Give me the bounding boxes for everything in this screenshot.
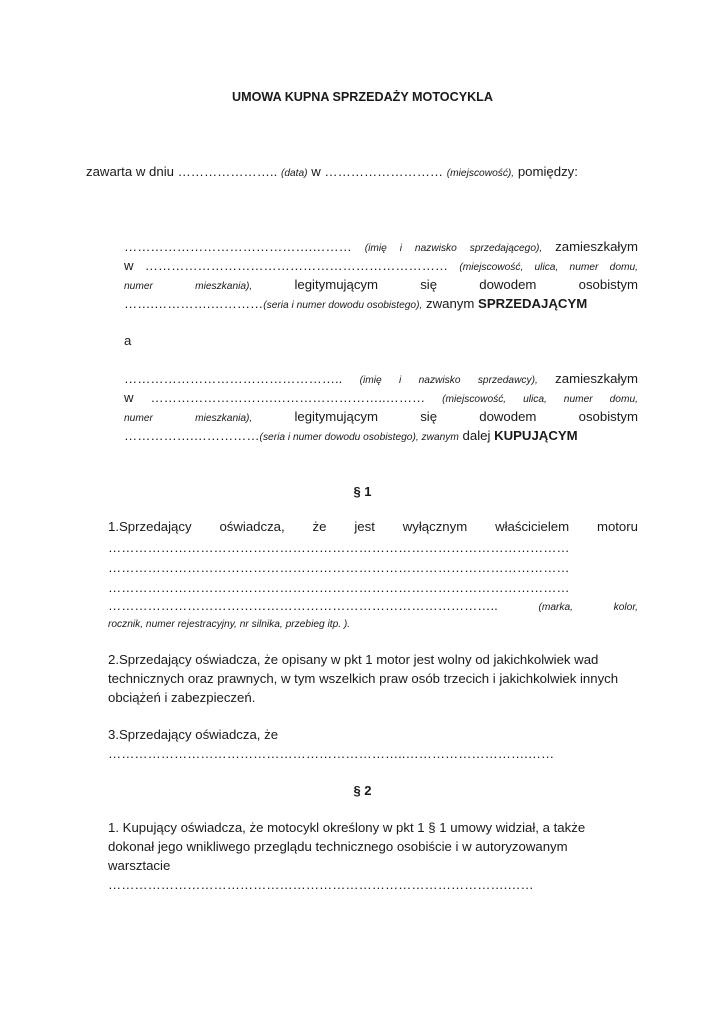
sec2-para1-dots: ……………………………………………………………………………….…… bbox=[108, 877, 534, 892]
buyer-word-3: dowodem bbox=[479, 409, 537, 424]
sec1-para2-line-3: obciążeń i zabezpieczeń. bbox=[108, 690, 256, 705]
sec1-para2-line-2: technicznych oraz prawnych, w tym wszelkich praw osób trzecich i jakichkolwiek innych bbox=[108, 671, 619, 686]
buyer-residing: zamieszkałym bbox=[555, 371, 638, 386]
sec1-dots-line-1: …………………………………………………………………………………………… bbox=[108, 540, 570, 555]
conjunction-a: a bbox=[124, 333, 132, 348]
buyer-name-dots: ………………………………………….. bbox=[124, 371, 343, 386]
seller-w: w bbox=[124, 258, 134, 273]
sec1-word-4: jest bbox=[354, 519, 375, 534]
intro-hint-place: (miejscowość), bbox=[446, 168, 515, 179]
sec1-para3-dots: …………………………………………………………..……………………….…… bbox=[108, 746, 555, 761]
seller-line-3 bbox=[124, 277, 638, 295]
buyer-word-1: legitymującym bbox=[294, 409, 378, 424]
sec1-word-2: oświadcza, bbox=[219, 519, 285, 534]
sec1-para1-line bbox=[108, 519, 638, 535]
seller-hint-addr-1: (miejscowość, bbox=[459, 262, 524, 273]
seller-hint-addr-2: ulica, bbox=[534, 262, 559, 273]
seller-word-4: osobistym bbox=[578, 277, 638, 292]
seller-name-dots: …………………………………….……… bbox=[124, 239, 352, 254]
sec1-word-1: 1.Sprzedający bbox=[108, 519, 192, 534]
sec1-hint-details: rocznik, numer rejestracyjny, nr silnika, przebieg itp. ). bbox=[108, 619, 351, 630]
buyer-word-4: osobistym bbox=[578, 409, 638, 424]
buyer-line-3 bbox=[124, 409, 638, 427]
buyer-hint-name-4: sprzedawcy), bbox=[477, 375, 538, 386]
section-1-heading: § 1 bbox=[353, 484, 372, 499]
buyer-line-1 bbox=[124, 371, 638, 389]
buyer-role: KUPUJĄCYM bbox=[494, 428, 578, 443]
seller-line-1 bbox=[124, 239, 638, 257]
sec2-para1-line-3: warsztacie bbox=[108, 858, 171, 873]
buyer-hint-id: (seria i numer dowodu osobistego), zwanym bbox=[259, 432, 459, 443]
sec1-hint-color: kolor, bbox=[613, 602, 638, 613]
seller-line-2 bbox=[124, 258, 638, 276]
intro-text-date-dots: zawarta w dniu ………………….. bbox=[86, 164, 278, 179]
buyer-id-dots: …………….…………… bbox=[124, 428, 260, 443]
buyer-hint-addr-3: numer bbox=[563, 394, 593, 405]
seller-hint-name-4: sprzedającego), bbox=[469, 243, 543, 254]
seller-line-4 bbox=[124, 296, 587, 314]
sec1-hint-make: (marka, bbox=[538, 602, 573, 613]
intro-text-place-dots: w ……………………… bbox=[311, 164, 444, 179]
buyer-hint-flat-1: numer bbox=[124, 413, 153, 424]
document-title: UMOWA KUPNA SPRZEDAŻY MOTOCYKLA bbox=[232, 90, 493, 104]
section-2-heading: § 2 bbox=[353, 783, 372, 798]
buyer-hint-name-1: (imię bbox=[359, 375, 382, 386]
sec2-para1-line-2: dokonał jego wnikliwego przeglądu technicznego osobiście i w autoryzowanym bbox=[108, 839, 568, 854]
sec1-word-6: właścicielem bbox=[495, 519, 570, 534]
buyer-line-2 bbox=[124, 390, 638, 408]
buyer-hint-addr-4: domu, bbox=[609, 394, 638, 405]
buyer-hint-addr-2: ulica, bbox=[523, 394, 547, 405]
seller-hint-name-2: i bbox=[399, 243, 403, 254]
buyer-hint-addr-1: (miejscowość, bbox=[442, 394, 507, 405]
sec1-word-7: motoru bbox=[596, 519, 638, 534]
seller-hint-name-3: nazwisko bbox=[414, 243, 457, 254]
seller-role: SPRZEDAJĄCYM bbox=[478, 296, 588, 311]
seller-hint-addr-4: domu, bbox=[609, 262, 638, 273]
buyer-line-4 bbox=[124, 428, 578, 446]
seller-hint-addr-3: numer bbox=[569, 262, 599, 273]
seller-word-2: się bbox=[420, 277, 438, 292]
seller-hint-flat-2: mieszkania), bbox=[195, 281, 253, 292]
intro-line bbox=[86, 164, 578, 182]
buyer-w: w bbox=[124, 390, 134, 405]
sec1-para2-line-1: 2.Sprzedający oświadcza, że opisany w pkt 1 motor jest wolny od jakichkolwiek wad bbox=[108, 652, 599, 667]
intro-text-between: pomiędzy: bbox=[517, 164, 578, 179]
seller-hint-name-1: (imię bbox=[364, 243, 387, 254]
sec1-word-3: że bbox=[312, 519, 327, 534]
seller-called: zwanym bbox=[426, 296, 475, 311]
seller-hint-id: (seria i numer dowodu osobistego), bbox=[263, 300, 423, 311]
sec1-para3-line-1: 3.Sprzedający oświadcza, że bbox=[108, 727, 279, 742]
sec1-dots-line-3: …………………………………………………………………………………………… bbox=[108, 580, 570, 595]
seller-address-dots: …………………………………………………………… bbox=[144, 258, 449, 273]
sec2-para1-line-1: 1. Kupujący oświadcza, że motocykl określony w pkt 1 § 1 umowy widział, a także bbox=[108, 820, 586, 835]
buyer-hint-flat-2: mieszkania), bbox=[195, 413, 253, 424]
sec1-dots-line-4 bbox=[108, 598, 638, 616]
seller-word-1: legitymującym bbox=[294, 277, 378, 292]
seller-id-dots: …….………….………… bbox=[124, 296, 264, 311]
buyer-hint-name-2: i bbox=[399, 375, 402, 386]
seller-hint-flat-1: numer bbox=[124, 281, 153, 292]
seller-word-3: dowodem bbox=[479, 277, 537, 292]
sec1-word-5: wyłącznym bbox=[402, 519, 468, 534]
sec1-dots-4: …………………………………………………………………………….. bbox=[108, 598, 498, 613]
buyer-word-2: się bbox=[420, 409, 438, 424]
buyer-further: dalej bbox=[462, 428, 491, 443]
intro-hint-date: (data) bbox=[280, 168, 308, 179]
seller-residing: zamieszkałym bbox=[555, 239, 638, 254]
buyer-hint-name-3: nazwisko bbox=[418, 375, 461, 386]
sec1-dots-line-2: …………………………………………………………………………………………… bbox=[108, 560, 570, 575]
buyer-address-dots: ……………………….……………………..……… bbox=[150, 390, 426, 405]
